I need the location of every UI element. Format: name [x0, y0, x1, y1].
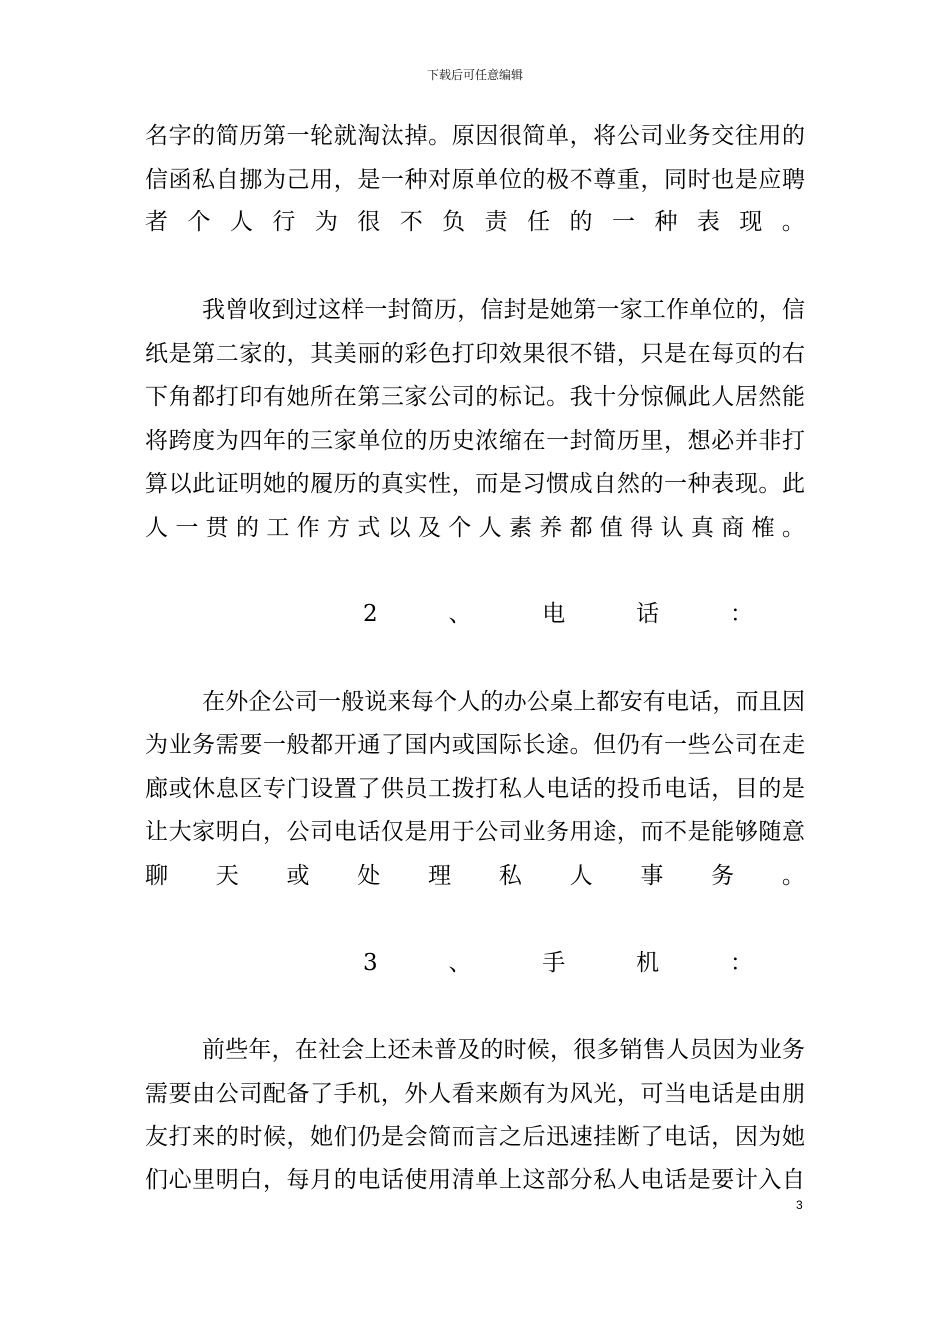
char: 值 — [599, 515, 623, 541]
paragraph-line: 下角都打印有她所在第三家公司的标记。我十分惊佩此人居然能 — [145, 384, 805, 410]
paragraph-line: 算以此证明她的履历的真实性，而是习惯成自然的一种表现。此 — [145, 471, 805, 497]
char: 方 — [326, 515, 350, 541]
char: 商 — [721, 515, 745, 541]
char: 及 — [417, 515, 441, 541]
char: 一 — [175, 515, 199, 541]
char: 真 — [690, 515, 714, 541]
page-header: 下载后可任意编辑 — [426, 68, 523, 82]
heading-char: 电 — [542, 601, 566, 627]
char: 为 — [314, 209, 338, 235]
char: 作 — [296, 515, 320, 541]
paragraph-line-spaced — [145, 854, 805, 898]
char: 贯 — [205, 515, 229, 541]
char: 的 — [235, 515, 259, 541]
char: 以 — [387, 515, 411, 541]
char: 式 — [357, 515, 381, 541]
char: 表 — [696, 209, 720, 235]
char: 任 — [527, 209, 551, 235]
char: 素 — [508, 515, 532, 541]
char: 人 — [569, 863, 593, 889]
char: 或 — [286, 863, 310, 889]
paragraph-line: 让大家明白，公司电话仅是用于公司业务用途，而不是能够随意 — [145, 819, 805, 845]
paragraph-line: 需要由公司配备了手机，外人看来颇有为风光，可当电话是由朋 — [145, 1081, 805, 1107]
page-number: 3 — [796, 1198, 803, 1212]
char: 人 — [229, 209, 253, 235]
heading-number: 3 — [363, 950, 378, 976]
char: 个 — [448, 515, 472, 541]
char: 养 — [539, 515, 563, 541]
char: 现 — [739, 209, 763, 235]
paragraph-line: 名字的简历第一轮就淘汰掉。原因很简单，将公司业务交往用的 — [145, 123, 805, 149]
char: 处 — [357, 863, 381, 889]
heading-char: 话 — [636, 601, 660, 627]
section-heading-mobile — [363, 941, 753, 985]
paragraph-line: 前些年，在社会上还未普及的时候，很多销售人员因为业务 — [202, 1037, 805, 1063]
section-heading-phone — [363, 592, 753, 636]
paragraph-line: 们心里明白，每月的电话使用清单上这部分私人电话是要计入自 — [145, 1167, 805, 1193]
char: 的 — [569, 209, 593, 235]
char: 很 — [357, 209, 381, 235]
heading-char: 机 — [636, 950, 660, 976]
paragraph-line: 为业务需要一般都开通了国内或国际长途。但仍有一些公司在走 — [145, 732, 805, 758]
heading-number: 2 — [363, 601, 378, 627]
char: 聊 — [145, 863, 168, 889]
paragraph-line: 纸是第二家的，其美丽的彩色打印效果很不错，只是在每页的右 — [145, 341, 805, 367]
paragraph-line: 信函私自挪为己用，是一种对原单位的极不尊重，同时也是应聘 — [145, 167, 805, 193]
paragraph-line-spaced — [145, 506, 805, 550]
char: 种 — [654, 209, 678, 235]
char: 天 — [215, 863, 239, 889]
paragraph-line: 我曾收到过这样一封简历，信封是她第一家工作单位的，信 — [202, 297, 805, 323]
char: 责 — [484, 209, 508, 235]
heading-separator: 、 — [448, 950, 472, 976]
char: 得 — [630, 515, 654, 541]
paragraph-line: 在外企公司一般说来每个人的办公桌上都安有电话，而且因 — [202, 689, 805, 715]
paragraph-line-spaced — [145, 200, 805, 244]
char: 。 — [781, 515, 805, 541]
char: 不 — [399, 209, 423, 235]
char: 负 — [442, 209, 466, 235]
paragraph-line: 将跨度为四年的三家单位的历史浓缩在一封简历里，想必并非打 — [145, 428, 805, 454]
char: 行 — [272, 209, 296, 235]
char: 一 — [611, 209, 635, 235]
char: 人 — [145, 515, 168, 541]
char: 工 — [266, 515, 290, 541]
heading-char: 手 — [542, 950, 566, 976]
char: 。 — [781, 209, 805, 235]
paragraph-line: 友打来的时候，她们仍是会简而言之后迅速挂断了电话，因为她 — [145, 1124, 805, 1150]
heading-separator: 、 — [448, 601, 472, 627]
char: 私 — [498, 863, 522, 889]
paragraph-line: 廊或休息区专门设置了供员工拨打私人电话的投币电话，目的是 — [145, 776, 805, 802]
char: 榷 — [751, 515, 775, 541]
char: 人 — [478, 515, 502, 541]
char: 事 — [640, 863, 664, 889]
char: 理 — [428, 863, 452, 889]
heading-colon: ： — [729, 601, 753, 627]
char: 。 — [781, 863, 805, 889]
heading-colon: ： — [729, 950, 753, 976]
char: 个 — [187, 209, 211, 235]
char: 务 — [711, 863, 735, 889]
char: 都 — [569, 515, 593, 541]
char: 认 — [660, 515, 684, 541]
char: 者 — [145, 209, 168, 235]
